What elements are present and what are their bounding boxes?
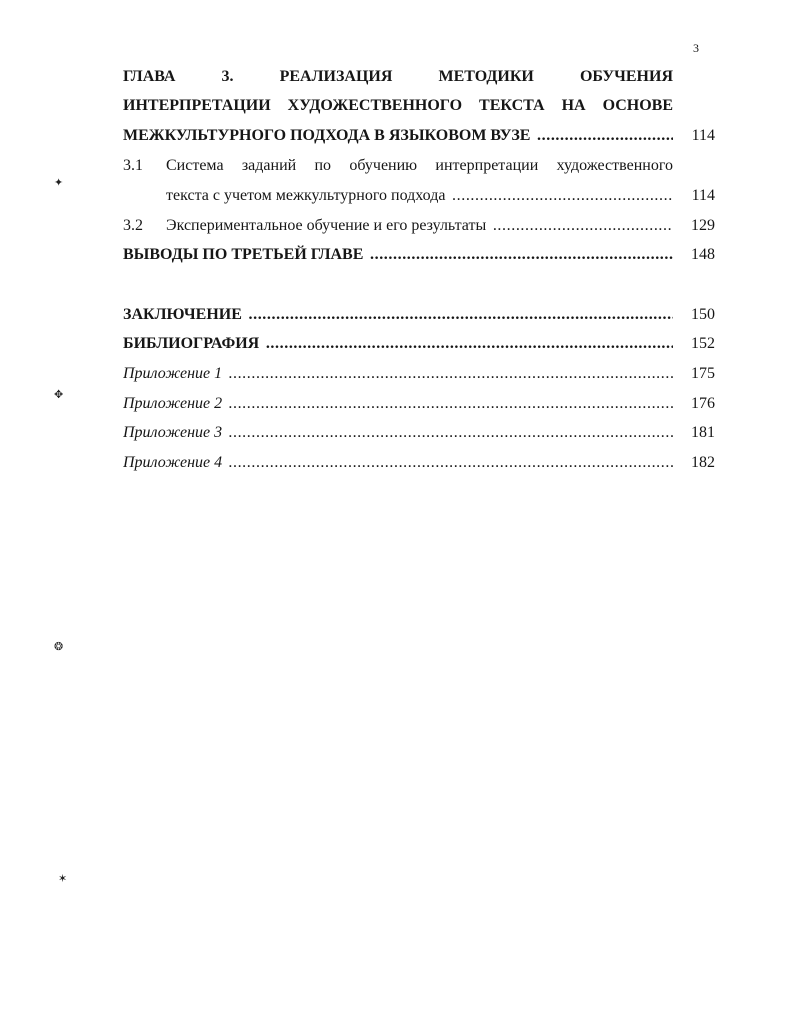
section-3-1-line-2[interactable]: текста с учетом межкультурного подхода ..... 114	[123, 183, 715, 209]
appendix-page: 176	[691, 395, 715, 412]
section-3-2-page: 129	[691, 217, 715, 234]
appendix-page: 181	[691, 424, 715, 441]
margin-mark-4: ✶	[58, 872, 68, 885]
chapter-conclusions-page: 148	[691, 246, 715, 263]
chapter-conclusions[interactable]: ВЫВОДЫ ПО ТРЕТЬЕЙ ГЛАВЕ ..... 148	[123, 242, 715, 268]
bibliography-page: 152	[691, 335, 715, 352]
section-number: 3.2	[123, 217, 143, 234]
appendix-page: 182	[691, 454, 715, 471]
section-3-1-line-1[interactable]: 3.1 Система заданий по обучению интерпретации художественного	[123, 153, 715, 179]
margin-mark-3: ❂	[54, 640, 64, 653]
chapter-title-line-1: ГЛАВА 3. РЕАЛИЗАЦИЯ МЕТОДИКИ ОБУЧЕНИЯ	[123, 68, 673, 85]
appendix-entry-1[interactable]: Приложение 1 ..... 175	[123, 361, 715, 387]
appendix-page: 175	[691, 365, 715, 382]
section-3-1-page: 114	[691, 187, 715, 204]
appendix-entry-3[interactable]: Приложение 3 ..... 181	[123, 420, 715, 446]
conclusion-page: 150	[691, 306, 715, 323]
appendix-entry-2[interactable]: Приложение 2 ..... 176	[123, 391, 715, 417]
page-number: 3	[693, 41, 699, 55]
appendix-entry-4[interactable]: Приложение 4 ..... 182	[123, 450, 715, 476]
conclusion-entry[interactable]: ЗАКЛЮЧЕНИЕ ..... 150	[123, 302, 715, 328]
chapter-title-line-3[interactable]: МЕЖКУЛЬТУРНОГО ПОДХОДА В ЯЗЫКОВОМ ВУЗЕ ..... 114	[123, 123, 715, 149]
section-3-2[interactable]: 3.2 Экспериментальное обучение и его результаты ..... 129	[123, 213, 715, 239]
chapter-page: 114	[691, 127, 715, 144]
margin-mark-1: ✦	[54, 176, 64, 189]
section-number: 3.1	[123, 157, 143, 174]
bibliography-entry[interactable]: БИБЛИОГРАФИЯ ..... 152	[123, 331, 715, 357]
margin-mark-2: ✥	[54, 388, 64, 401]
chapter-title-line-2: ИНТЕРПРЕТАЦИИ ХУДОЖЕСТВЕННОГО ТЕКСТА НА ОСНОВЕ	[123, 97, 673, 114]
